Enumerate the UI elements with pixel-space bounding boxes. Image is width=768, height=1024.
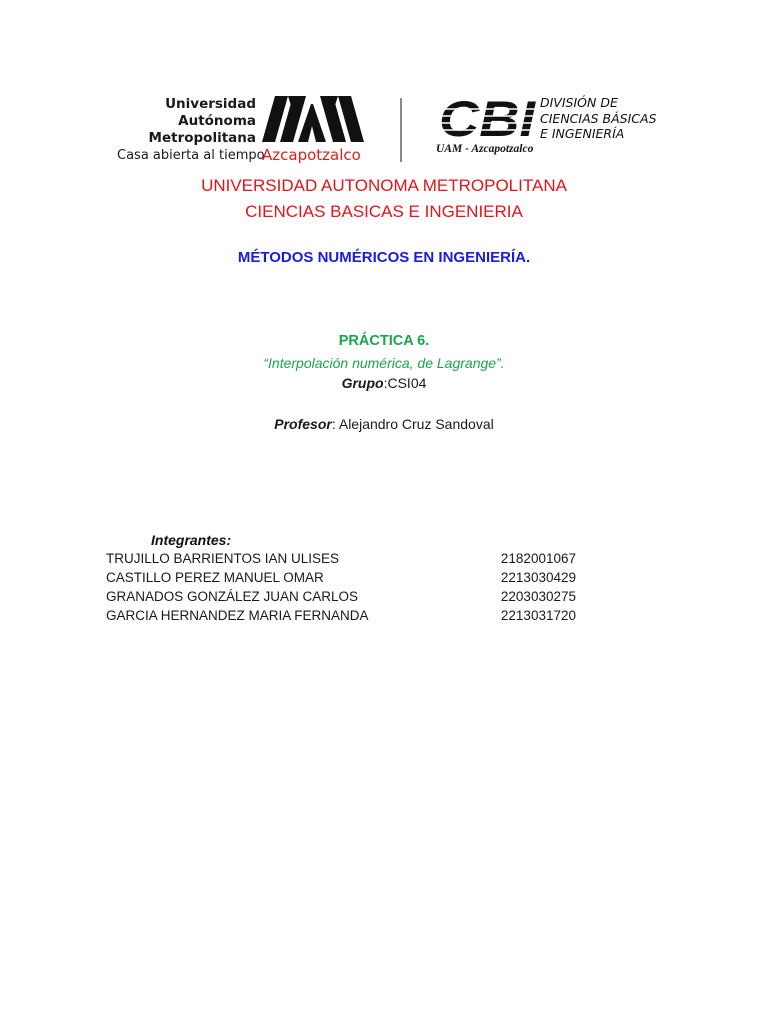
practice-title: PRÁCTICA 6. (338, 333, 430, 349)
uam-campus: Azcapotzalco (262, 146, 361, 164)
faculty-title: CIENCIAS BASICAS E INGENIERIA (245, 202, 523, 221)
cbi-subtitle: UAM - Azcapotzalco (436, 143, 534, 155)
uam-logo-line: Autónoma (178, 113, 256, 129)
cbi-division-text (540, 95, 657, 142)
member-id: 2213030429 (500, 570, 576, 585)
uam-logo-line: Metropolitana (148, 130, 256, 146)
member-name: GARCIA HERNANDEZ MARIA FERNANDA (106, 608, 369, 623)
member-row (106, 608, 576, 627)
cbi-division-line: CIENCIAS BÁSICAS (540, 110, 657, 126)
group-value: :CSI04 (383, 375, 427, 391)
university-title: UNIVERSIDAD AUTONOMA METROPOLITANA (201, 176, 567, 195)
member-name: TRUJILLO BARRIENTOS IAN ULISES (106, 551, 340, 566)
professor-line (0, 416, 768, 432)
member-id: 2182001067 (500, 551, 576, 566)
logo-divider (400, 98, 402, 162)
cbi-division-line: DIVISIÓN DE (540, 95, 618, 110)
uam-mark-icon (262, 96, 364, 142)
member-id: 2213031720 (500, 608, 576, 623)
uam-logo-line: Universidad (165, 96, 256, 112)
course-title: MÉTODOS NUMÉRICOS EN INGENIERÍA. (237, 249, 531, 266)
professor-label: Profesor (274, 416, 332, 432)
member-name: GRANADOS GONZÁLEZ JUAN CARLOS (106, 589, 359, 604)
cbi-division-line: E INGENIERÍA (540, 126, 625, 141)
group-line (0, 375, 768, 391)
members-label: Integrantes: (151, 532, 232, 548)
member-name: CASTILLO PEREZ MANUEL OMAR (106, 570, 324, 585)
practice-subtitle: “Interpolación numérica, de Lagrange”. (263, 355, 505, 371)
cbi-mark-text: CBI (439, 96, 537, 140)
uam-logo-name (110, 96, 256, 147)
member-id: 2203030275 (500, 589, 576, 604)
cbi-mark-icon (437, 96, 537, 140)
member-row (106, 570, 576, 589)
professor-value: : Alejandro Cruz Sandoval (331, 416, 494, 432)
group-label: Grupo (341, 375, 384, 391)
member-row (106, 551, 576, 570)
member-row (106, 589, 576, 608)
uam-tagline: Casa abierta al tiempo (117, 148, 265, 163)
members-list (106, 551, 576, 627)
